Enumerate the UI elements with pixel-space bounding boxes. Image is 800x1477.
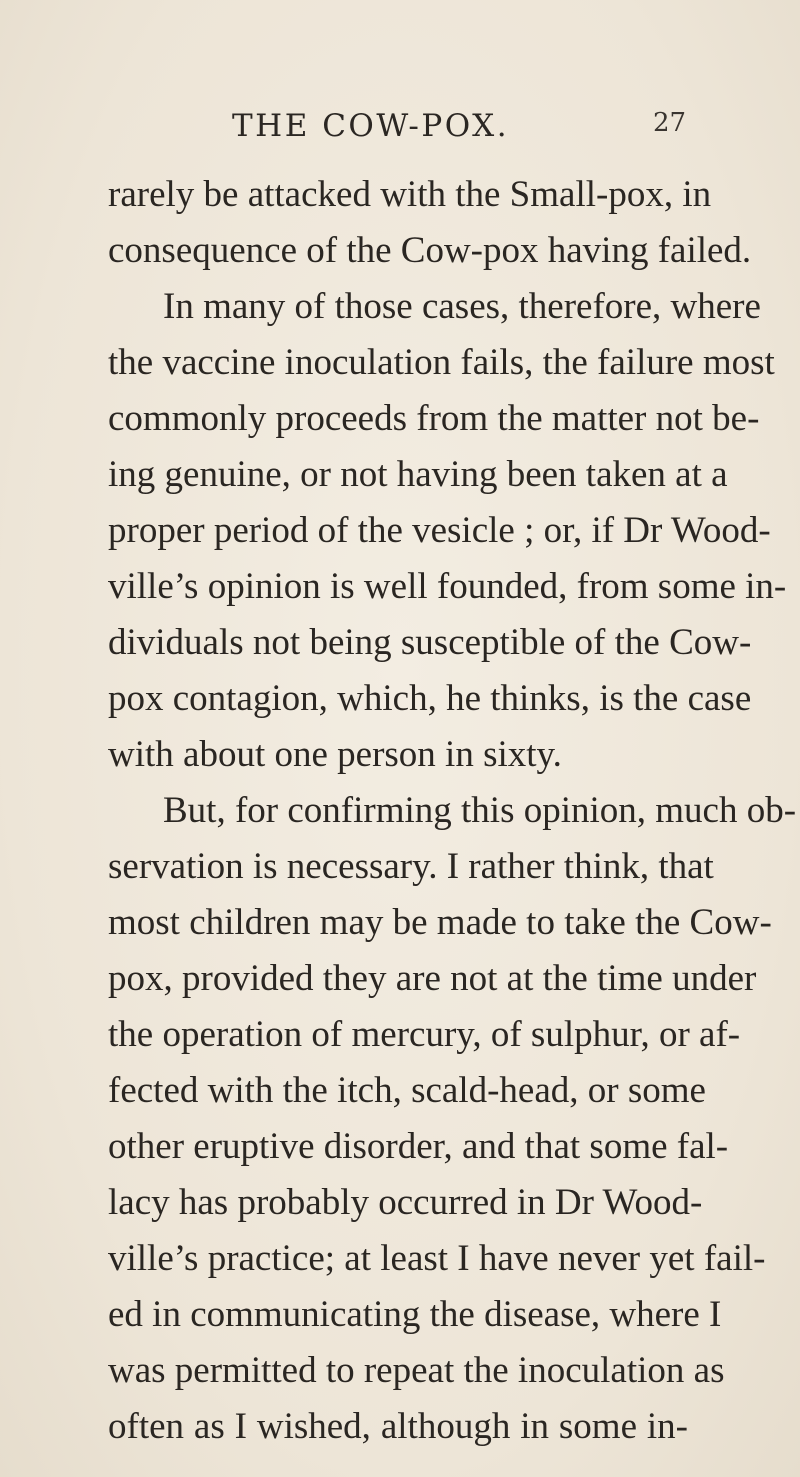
page-header [0,108,800,148]
text-line: other eruptive disorder, and that some fal- [108,1126,729,1167]
text-line: often as I wished, although in some in- [108,1406,688,1447]
text-line: the operation of mercury, of sulphur, or af- [108,1014,741,1055]
text-line: dividuals not being susceptible of the Cow- [108,622,752,663]
text-line: pox, provided they are not at the time under [108,958,757,999]
text-line: proper period of the vesicle ; or, if Dr Wood- [108,510,771,551]
text-line: ed in communicating the disease, where I [108,1294,722,1335]
text-line: ing genuine, or not having been taken at a [108,454,728,495]
text-line: ville’s opinion is well founded, from some in- [108,566,787,607]
text-line: servation is necessary. I rather think, that [108,846,714,887]
text-line: rarely be attacked with the Small-pox, in [108,174,712,215]
paragraph-start-line: In many of those cases, therefore, where [163,286,761,327]
text-line: commonly proceeds from the matter not be- [108,398,760,439]
text-line: ville’s practice; at least I have never yet fail- [108,1238,766,1279]
text-line: consequence of the Cow-pox having failed. [108,230,752,271]
text-line: was permitted to repeat the inoculation as [108,1350,725,1391]
text-line: the vaccine inoculation fails, the failure most [108,342,775,383]
text-line: lacy has probably occurred in Dr Wood- [108,1182,703,1223]
paragraph-start-line: But, for confirming this opinion, much ob- [163,790,797,831]
page-number: 27 [653,108,687,138]
text-line: pox contagion, which, he thinks, is the case [108,678,752,719]
paragraph-end-line: with about one person in sixty. [108,734,562,775]
text-line: fected with the itch, scald-head, or some [108,1070,706,1111]
text-line: most children may be made to take the Cow- [108,902,772,943]
running-title: THE COW-POX. [232,108,510,144]
